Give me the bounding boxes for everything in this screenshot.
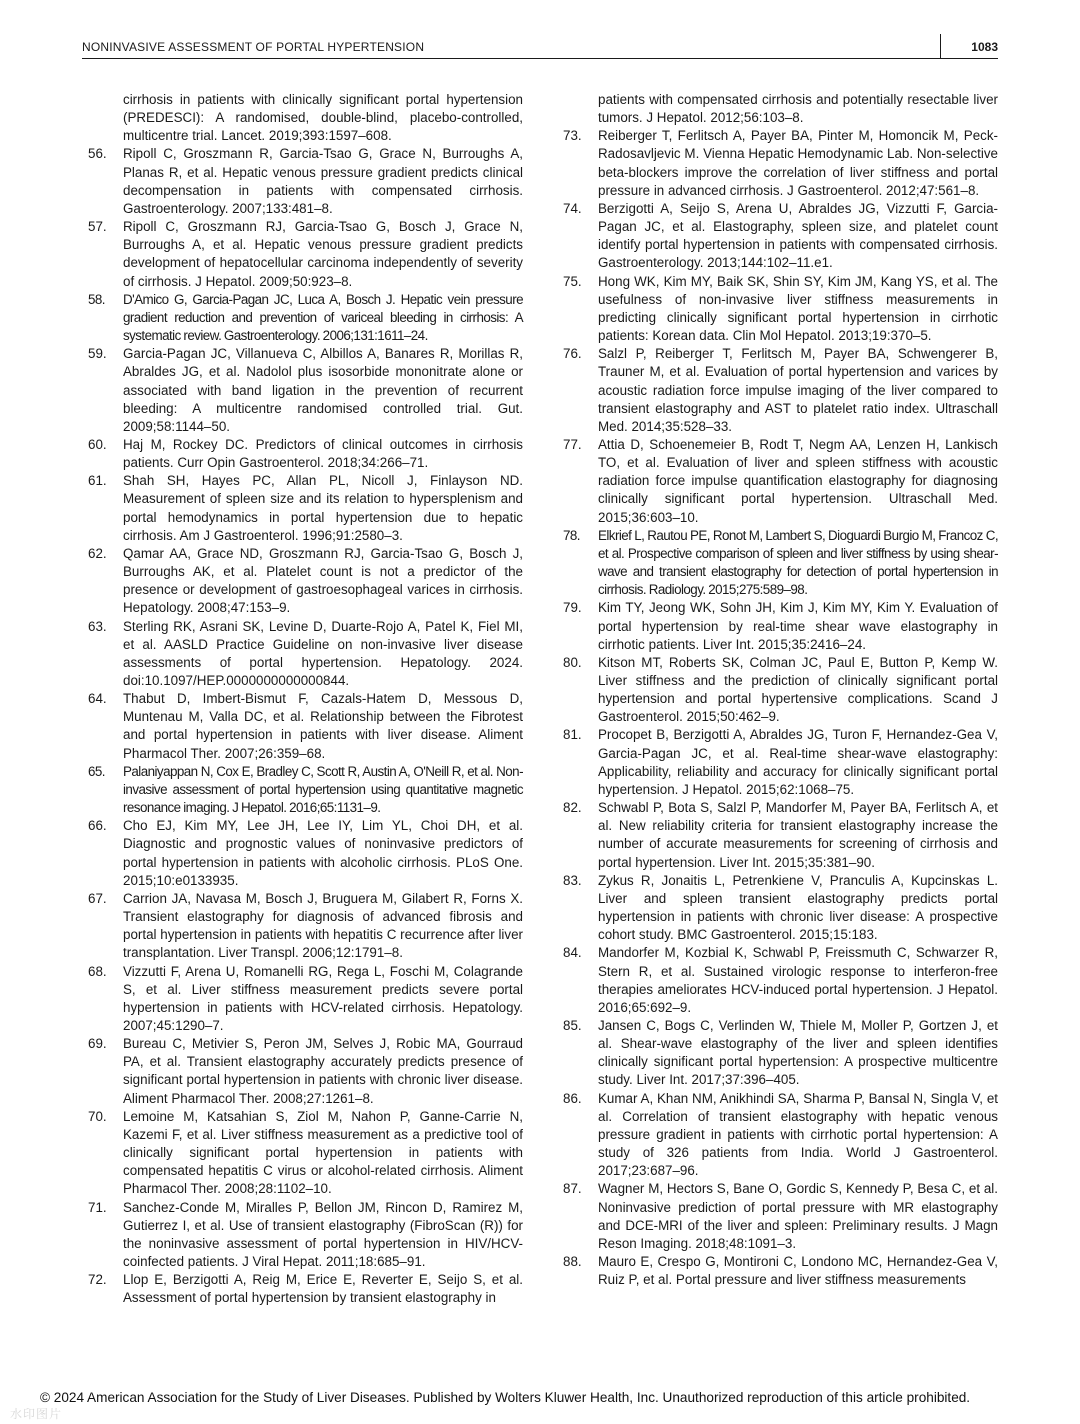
reference-number: 80. xyxy=(563,654,582,670)
reference-text: Jansen C, Bogs C, Verlinden W, Thiele M, Moller P, Gortzen J, et al. Shear-wave elastography of the liver and spleen identifies clinically significant portal hypertension: A prospective multicentre study. Liver Int. 2017;37:396–405. xyxy=(598,1017,998,1088)
reference-text: patients with compensated cirrhosis and potentially resectable liver tumors. J Hepatol. 2012;56:103–8. xyxy=(598,92,998,126)
reference-number: 70. xyxy=(88,1108,107,1124)
reference-text: Bureau C, Metivier S, Peron JM, Selves J, Robic MA, Gourraud PA, et al. Transient elastography accurately predicts presence of significant portal hypertension in patients with chronic liver disease. Aliment Pharmacol Ther. 2008;27:1261–8. xyxy=(123,1036,523,1106)
reference-entry xyxy=(88,218,523,291)
reference-entry xyxy=(563,436,998,527)
reference-text: D'Amico G, Garcia-Pagan JC, Luca A, Bosch J. Hepatic vein pressure gradient reduction and prevention of variceal bleeding in cirrhosis: A systematic review. Gastroenterology. 2006;131:1611–24. xyxy=(123,291,523,344)
reference-text: Mauro E, Crespo G, Montironi C, Londono MC, Hernandez-Gea V, Ruiz P, et al. Portal pressure and liver stiffness measurements xyxy=(598,1254,998,1288)
reference-continuation xyxy=(563,91,998,127)
reference-entry xyxy=(88,690,523,763)
reference-entry xyxy=(88,1271,523,1307)
reference-entry xyxy=(563,1090,998,1181)
reference-number: 57. xyxy=(88,219,107,235)
reference-entry xyxy=(88,1035,523,1108)
reference-text: Sanchez-Conde M, Miralles P, Bellon JM, Rincon D, Ramirez M, Gutierrez I, et al. Use of transient elastography (FibroScan (R)) for the noninvasive assessment of portal hypertension in HIV/HCV-coinfected patients. J Viral Hepat. 2011;18:685–91. xyxy=(123,1199,523,1269)
reference-entry xyxy=(88,1108,523,1199)
reference-entry xyxy=(88,1199,523,1272)
reference-number: 75. xyxy=(563,273,582,289)
reference-number: 87. xyxy=(563,1181,582,1197)
reference-entry xyxy=(563,799,998,872)
reference-text: Vizzutti F, Arena U, Romanelli RG, Rega L, Foschi M, Colagrande S, et al. Liver stiffness measurement predicts severe portal hypertension in patients with HCV-related cirrhosis. Hepatology. 2007;45:1290–7. xyxy=(123,963,523,1033)
reference-number: 86. xyxy=(563,1090,582,1106)
reference-number: 56. xyxy=(88,146,107,162)
reference-entry xyxy=(88,817,523,890)
reference-entry xyxy=(563,273,998,346)
reference-entry xyxy=(88,963,523,1036)
reference-number: 81. xyxy=(563,727,582,743)
reference-text: Berzigotti A, Seijo S, Arena U, Abraldes JG, Vizzutti F, Garcia-Pagan JC, et al. Elastography, spleen size, and platelet count identify portal hypertension in patients with compensated cirrhosis. Gastroenterology. 2013;144:102–11.e1. xyxy=(598,200,998,271)
reference-text: Carrion JA, Navasa M, Bosch J, Bruguera M, Gilabert R, Forns X. Transient elastography for diagnosis of advanced fibrosis and portal hypertension in patients with hepatitis C recurrence after liver transplantation. Liver Transpl. 2006;12:1791–8. xyxy=(123,890,523,961)
reference-text: Reiberger T, Ferlitsch A, Payer BA, Pinter M, Homoncik M, Peck-Radosavljevic M. Vienna Hepatic Hemodynamic Lab. Non-selective beta-blockers improve the correlation of liver stiffness and portal pressure in advanced cirrhosis. J Gastroenterol. 2012;47:561–8. xyxy=(598,128,998,198)
reference-column-left xyxy=(88,91,523,1307)
reference-text: Sterling RK, Asrani SK, Levine D, Duarte-Rojo A, Patel K, Fiel MI, et al. AASLD Practice Guideline on non-invasive liver disease assessments of portal hypertension. Hepatology. 2024. doi:10.1097/HEP.0000000000000844. xyxy=(123,618,523,688)
reference-text: Ripoll C, Groszmann R, Garcia-Tsao G, Grace N, Burroughs A, Planas R, et al. Hepatic venous pressure gradient predicts clinical decompensation in patients with compensated cirrhosis. Gastroenterology. 2007;133:481–8. xyxy=(123,146,523,216)
reference-entry xyxy=(88,763,523,817)
reference-number: 77. xyxy=(563,436,582,452)
copyright-footer: © 2024 American Association for the Study of Liver Diseases. Published by Wolters Kluwer Health, Inc. Unauthorized reproduction of this article prohibited. xyxy=(40,1390,971,1405)
reference-number: 61. xyxy=(88,473,107,489)
reference-number: 74. xyxy=(563,200,582,216)
reference-number: 84. xyxy=(563,945,582,961)
reference-text: Garcia-Pagan JC, Villanueva C, Albillos A, Banares R, Morillas R, Abraldes JG, et al. Nadolol plus isosorbide mononitrate alone or associated with band ligation in the prevention of recurrent bleeding: A multicentre randomised controlled trial. Gut. 2009;58:1144–50. xyxy=(123,346,523,434)
reference-entry xyxy=(563,1180,998,1253)
reference-entry xyxy=(563,599,998,653)
reference-text: Ripoll C, Groszmann RJ, Garcia-Tsao G, Bosch J, Grace N, Burroughs A, et al. Hepatic venous pressure gradient predicts development of hepatocellular carcinoma independently of severity of cirrhosis. J Hepatol. 2009;50:923–8. xyxy=(123,219,523,289)
reference-entry xyxy=(563,200,998,273)
reference-entry xyxy=(88,890,523,963)
watermark: 水印图片 xyxy=(10,1407,63,1421)
reference-text: Procopet B, Berzigotti A, Abraldes JG, Turon F, Hernandez-Gea V, Garcia-Pagan JC, et al. Real-time shear-wave elastography: Applicability, reliability and accuracy for clinically significant portal hypertension. J Hepatol. 2015;62:1068–75. xyxy=(598,727,998,797)
reference-text: Llop E, Berzigotti A, Reig M, Erice E, Reverter E, Seijo S, et al. Assessment of portal hypertension by transient elastography in xyxy=(123,1272,523,1306)
reference-number: 69. xyxy=(88,1036,107,1052)
reference-text: Thabut D, Imbert-Bismut F, Cazals-Hatem D, Messous D, Muntenau M, Valla DC, et al. Relationship between the Fibrotest and portal hypertension in patients with liver disease. Aliment Pharmacol Ther. 2007;26:359–68. xyxy=(123,691,523,761)
reference-text: Shah SH, Hayes PC, Allan PL, Nicoll J, Finlayson ND. Measurement of spleen size and its relation to hypersplenism and portal hemodynamics in portal hypertension due to hepatic cirrhosis. Am J Gastroenterol. 1996;91:2580–3. xyxy=(123,473,523,543)
reference-number: 58. xyxy=(88,291,105,307)
reference-entry xyxy=(88,545,523,618)
reference-entry xyxy=(563,872,998,945)
reference-number: 79. xyxy=(563,600,582,616)
reference-number: 83. xyxy=(563,872,582,888)
running-title: NONINVASIVE ASSESSMENT OF PORTAL HYPERTENSION xyxy=(82,40,425,54)
reference-text: Mandorfer M, Kozbial K, Schwabl P, Freissmuth C, Schwarzer R, Stern R, et al. Sustained virologic response to interferon-free therapies ameliorates HCV-induced portal hypertension. J Hepatol. 2016;65:692–9. xyxy=(598,945,998,1015)
header-divider xyxy=(940,34,941,58)
reference-text: Kim TY, Jeong WK, Sohn JH, Kim J, Kim MY, Kim Y. Evaluation of portal hypertension by real-time shear wave elastography in cirrhotic patients. Liver Int. 2015;35:2416–24. xyxy=(598,600,998,652)
reference-entry xyxy=(563,1017,998,1090)
reference-text: Palaniyappan N, Cox E, Bradley C, Scott R, Austin A, O'Neill R, et al. Non-invasive assessment of portal hypertension using quantitative magnetic resonance imaging. J Hepatol. 2016;65:1131–9. xyxy=(123,763,523,816)
reference-text: Haj M, Rockey DC. Predictors of clinical outcomes in cirrhosis patients. Curr Opin Gastroenterol. 2018;34:266–71. xyxy=(123,436,523,471)
reference-number: 66. xyxy=(88,818,107,834)
reference-entry xyxy=(88,345,523,436)
reference-text: Schwabl P, Bota S, Salzl P, Mandorfer M, Payer BA, Ferlitsch A, et al. New reliability criteria for transient elastography increase the number of accurate measurements for screening of cirrhosis and portal hypertension. Liver Int. 2015;35:381–90. xyxy=(598,800,998,870)
reference-entry xyxy=(563,654,998,727)
reference-number: 72. xyxy=(88,1272,107,1288)
reference-number: 64. xyxy=(88,691,107,707)
reference-entry xyxy=(563,1253,998,1289)
reference-number: 88. xyxy=(563,1254,582,1269)
reference-text: Zykus R, Jonaitis L, Petrenkiene V, Pranculis A, Kupcinskas L. Liver and spleen transient elastography predicts portal hypertension in patients with chronic liver disease: A prospective cohort study. BMC Gastroenterol. 2015;15:183. xyxy=(598,872,998,943)
reference-number: 62. xyxy=(88,545,107,561)
reference-entry xyxy=(88,618,523,691)
reference-number: 85. xyxy=(563,1017,582,1033)
reference-number: 67. xyxy=(88,890,107,906)
reference-text: Elkrief L, Rautou PE, Ronot M, Lambert S, Dioguardi Burgio M, Francoz C, et al. Prospective comparison of spleen and liver stiffness by using shear-wave and transient elastography for detection of portal hypertension in cirrhosis. Radiology. 2015;275:589–98. xyxy=(598,527,998,598)
reference-text: Hong WK, Kim MY, Baik SK, Shin SY, Kim JM, Kang YS, et al. The usefulness of non-invasive liver stiffness measurements in predicting clinically significant portal hypertension in cirrhotic patients: Korean data. Clin Mol Hepatol. 2013;19:370–5. xyxy=(598,273,998,344)
reference-number: 68. xyxy=(88,963,107,979)
reference-entry xyxy=(88,472,523,545)
reference-entry xyxy=(563,944,998,1017)
reference-text: Qamar AA, Grace ND, Groszmann RJ, Garcia-Tsao G, Bosch J, Burroughs AK, et al. Platelet count is not a predictor of the presence or development of gastroesophageal varices in cirrhosis. Hepatology. 2008;47:153–9. xyxy=(123,545,523,616)
running-header xyxy=(82,38,998,59)
reference-text: Lemoine M, Katsahian S, Ziol M, Nahon P, Ganne-Carrie N, Kazemi F, et al. Liver stiffness measurement as a predictive tool of clinically significant portal hypertension in patients with compensated hepatitis C virus or alcohol-related cirrhosis. Aliment Pharmacol Ther. 2008;28:1102–10. xyxy=(123,1108,523,1197)
reference-continuation xyxy=(88,91,523,145)
reference-text: Kumar A, Khan NM, Anikhindi SA, Sharma P, Bansal N, Singla V, et al. Correlation of transient elastography with hepatic venous pressure gradient in patients with cirrhotic portal hypertension: A study of 326 patients from India. World J Gastroenterol. 2017;23:687–96. xyxy=(598,1090,998,1179)
reference-number: 63. xyxy=(88,618,107,634)
reference-entry xyxy=(88,145,523,218)
reference-text: cirrhosis in patients with clinically significant portal hypertension (PREDESCI): A randomised, double-blind, placebo-controlled, multicentre trial. Lancet. 2019;393:1597–608. xyxy=(123,92,523,144)
reference-number: 59. xyxy=(88,346,107,362)
reference-number: 76. xyxy=(563,346,582,362)
reference-text: Wagner M, Hectors S, Bane O, Gordic S, Kennedy P, Besa C, et al. Noninvasive prediction of portal pressure with MR elastography and DCE-MRI of the liver and spleen: Preliminary results. J Magn Reson Imaging. 2018;48:1091–3. xyxy=(598,1181,998,1251)
reference-number: 71. xyxy=(88,1199,107,1215)
reference-entry xyxy=(88,291,523,345)
reference-number: 78. xyxy=(563,527,580,543)
reference-number: 82. xyxy=(563,800,582,816)
reference-column-right xyxy=(563,91,998,1289)
reference-entry xyxy=(563,726,998,799)
reference-entry xyxy=(563,127,998,200)
reference-text: Kitson MT, Roberts SK, Colman JC, Paul E, Button P, Kemp W. Liver stiffness and the prediction of clinically significant portal hypertension and portal hypertensive complications. Scand J Gastroenterol. 2015;50:462–9. xyxy=(598,654,998,725)
reference-text: Cho EJ, Kim MY, Lee JH, Lee IY, Lim YL, Choi DH, et al. Diagnostic and prognostic values of noninvasive predictors of portal hypertension in patients with alcoholic cirrhosis. PLoS One. 2015;10:e0133935. xyxy=(123,818,523,888)
reference-entry xyxy=(563,527,998,600)
reference-text: Attia D, Schoenemeier B, Rodt T, Negm AA, Lenzen H, Lankisch TO, et al. Evaluation of liver and spleen stiffness with acoustic radiation force impulse quantification elastography for diagnosing clinically significant portal hypertension. Ultraschall Med. 2015;36:603–10. xyxy=(598,436,998,525)
reference-number: 65. xyxy=(88,763,105,779)
page-number: 1083 xyxy=(971,40,998,54)
reference-text: Salzl P, Reiberger T, Ferlitsch M, Payer BA, Schwengerer B, Trauner M, et al. Evaluation of portal hypertension and varices by acoustic radiation force impulse imaging of the liver compared to transient elastography and AST to platelet ratio index. Ultraschall Med. 2014;35:528–33. xyxy=(598,346,998,434)
reference-entry xyxy=(563,345,998,436)
reference-number: 73. xyxy=(563,128,582,144)
reference-entry xyxy=(88,436,523,472)
reference-number: 60. xyxy=(88,436,107,452)
